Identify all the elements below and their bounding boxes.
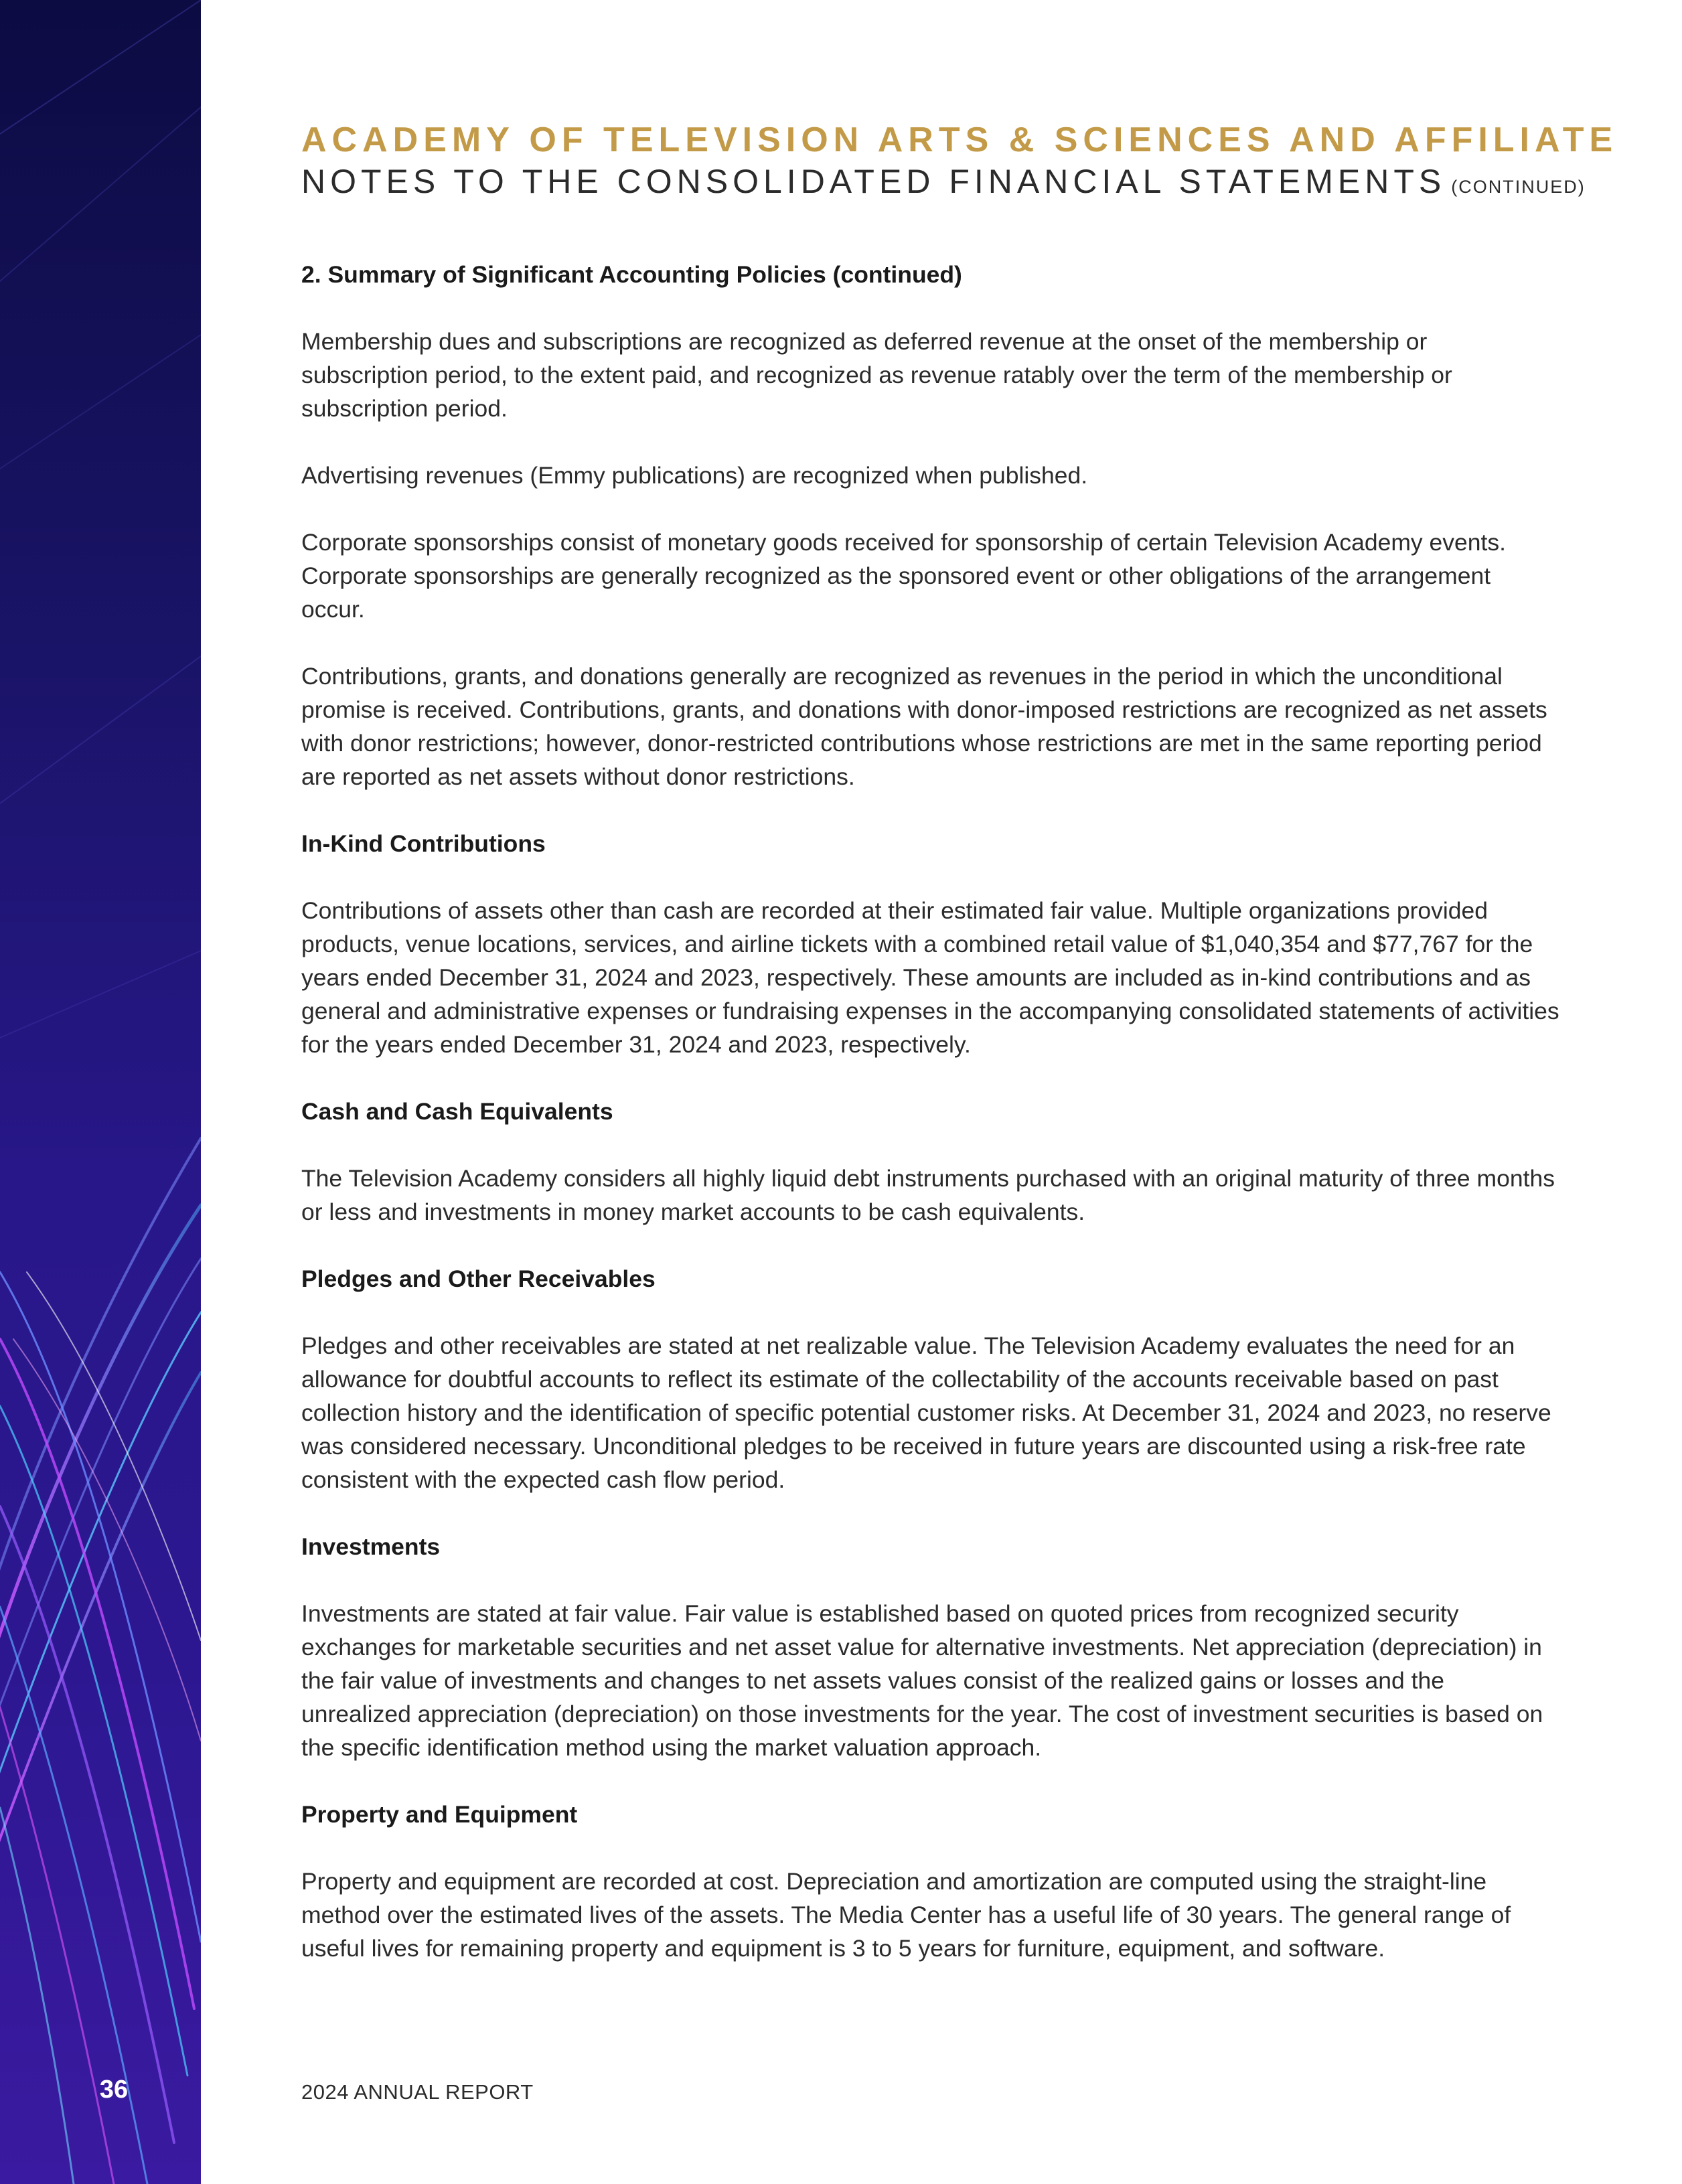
body-paragraph: Corporate sponsorships consist of monetary goods received for sponsorship of certain Television Academy events. Corporate sponsorships are generally recognized as the sponsored event or other obligations of the arrangement occur. bbox=[301, 529, 1506, 623]
organization-title: ACADEMY OF TELEVISION ARTS & SCIENCES AND AFFILIATE bbox=[301, 121, 1618, 159]
section-heading: Investments bbox=[301, 1533, 441, 1560]
section-heading: 2. Summary of Significant Accounting Policies (continued) bbox=[301, 261, 962, 288]
decorative-sidebar bbox=[0, 0, 201, 2184]
page-number: 36 bbox=[99, 2076, 129, 2104]
section-heading: Cash and Cash Equivalents bbox=[301, 1098, 613, 1125]
body-paragraph: The Television Academy considers all highly liquid debt instruments purchased with an original maturity of three months or less and investments in money market accounts to be cash equivalents. bbox=[301, 1165, 1555, 1225]
body-paragraph: Membership dues and subscriptions are recognized as deferred revenue at the onset of the membership or subscription period, to the extent paid, and recognized as revenue ratably over the term of the membership or subscription period. bbox=[301, 328, 1452, 422]
section-heading: Property and Equipment bbox=[301, 1801, 578, 1828]
body-paragraph: Advertising revenues (Emmy publications) are recognized when published. bbox=[301, 462, 1088, 489]
page-content bbox=[301, 119, 1618, 1999]
continued-label: (CONTINUED) bbox=[1451, 177, 1586, 197]
document-title: NOTES TO THE CONSOLIDATED FINANCIAL STATEMENTS bbox=[301, 163, 1446, 200]
light-streaks-artwork bbox=[0, 0, 201, 2184]
section-heading: In-Kind Contributions bbox=[301, 830, 546, 857]
body-paragraph: Contributions of assets other than cash are recorded at their estimated fair value. Multiple organizations provided products, venue locations, services, and airline tickets with a combined retail value of $1,040,354 and $77,767 for the years ended December 31, 2024 and 2023, respectively. These amounts are included as in-kind contributions and as general and administrative expenses or fundraising expenses in the accompanying consolidated statements of activities for the years ended December 31, 2024 and 2023, respectively. bbox=[301, 897, 1559, 1058]
notes-body bbox=[301, 258, 1560, 1965]
body-paragraph: Pledges and other receivables are stated at net realizable value. The Television Academy evaluates the need for an allowance for doubtful accounts to reflect its estimate of the collectability of the accounts receivable based on past collection history and the identification of specific potential customer risks. At December 31, 2024 and 2023, no reserve was considered necessary. Unconditional pledges to be received in future years are discounted using a risk-free rate consistent with the expected cash flow period. bbox=[301, 1332, 1551, 1493]
footer-report-label: 2024 ANNUAL REPORT bbox=[301, 2080, 534, 2104]
body-paragraph: Property and equipment are recorded at cost. Depreciation and amortization are computed using the straight-line method over the estimated lives of the assets. The Media Center has a useful life of 30 years. The general range of useful lives for remaining property and equipment is 3 to 5 years for furniture, equipment, and software. bbox=[301, 1868, 1511, 1962]
document-title-row bbox=[301, 161, 1586, 211]
body-paragraph: Contributions, grants, and donations generally are recognized as revenues in the period in which the unconditional promise is received. Contributions, grants, and donations with donor-imposed restrictions are recognized as net assets with donor restrictions; however, donor-restricted contributions whose restrictions are met in the same reporting period are reported as net assets without donor restrictions. bbox=[301, 663, 1547, 790]
section-heading: Pledges and Other Receivables bbox=[301, 1265, 656, 1292]
body-paragraph: Investments are stated at fair value. Fair value is established based on quoted prices from recognized security exchanges for marketable securities and net asset value for alternative investments. Net appreciation (depreciation) in the fair value of investments and changes to net assets values consist of the realized gains or losses and the unrealized appreciation (depreciation) on those investments for the year. The cost of investment securities is based on the specific identification method using the market valuation approach. bbox=[301, 1600, 1543, 1761]
